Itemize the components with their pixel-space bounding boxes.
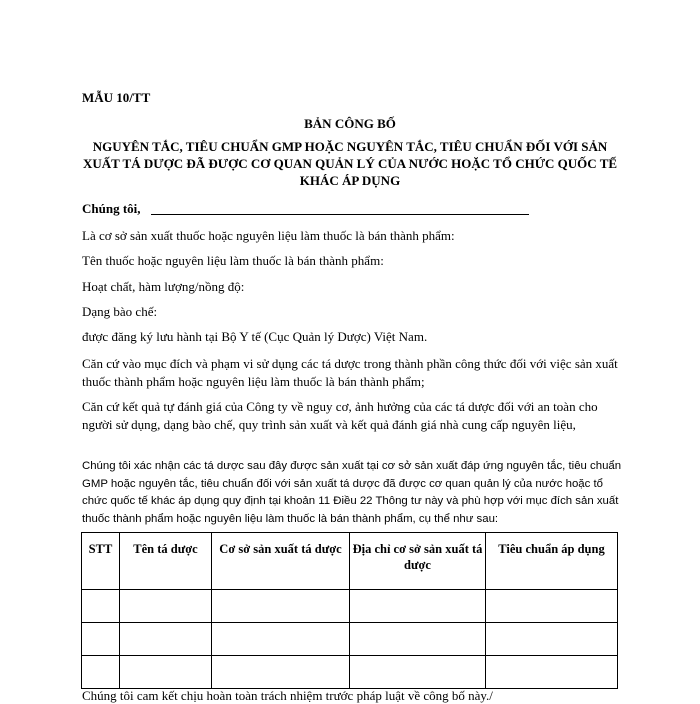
table-cell <box>120 656 212 689</box>
document-subtitle: NGUYÊN TẮC, TIÊU CHUẨN GMP HOẶC NGUYÊN TẮC, TIÊU CHUẨN ĐỐI VỚI SẢN XUẤT TÁ DƯỢC ĐÃ ĐƯỢC CƠ QUAN QUẢN LÝ CỦA NƯỚC HOẶC TỔ CHỨC QUỐC TẾ KHÁC ÁP DỤNG <box>82 139 618 188</box>
table-cell <box>82 656 120 689</box>
table-cell <box>212 623 350 656</box>
table-row <box>82 623 618 656</box>
table-cell <box>212 590 350 623</box>
column-header-stt: STT <box>82 533 120 590</box>
table-row <box>82 590 618 623</box>
table-cell <box>212 656 350 689</box>
column-header-manufacturer-address: Địa chỉ cơ sở sản xuất tá dược <box>350 533 486 590</box>
table-cell <box>82 590 120 623</box>
basis-assessment-paragraph: Căn cứ kết quả tự đánh giá của Công ty về nguy cơ, ảnh hưởng của các tá dược đối với an toàn cho người sử dụng, dạng bào chế, quy trình sản xuất và kết quả đánh giá nhà cung cấp nguyên liệu, <box>82 399 598 432</box>
form-code: MẪU 10/TT <box>82 90 151 105</box>
table-cell <box>486 656 618 689</box>
table-cell <box>350 623 486 656</box>
registered-line: được đăng ký lưu hành tại Bộ Y tế (Cục Quản lý Dược) Việt Nam. <box>82 329 428 344</box>
active-ingredient-line: Hoạt chất, hàm lượng/nồng độ: <box>82 279 245 294</box>
table-cell <box>486 623 618 656</box>
drug-name-line: Tên thuốc hoặc nguyên liệu làm thuốc là bán thành phẩm: <box>82 253 384 268</box>
table-cell <box>120 623 212 656</box>
confirmation-paragraph: Chúng tôi xác nhận các tá dược sau đây được sản xuất tại cơ sở sản xuất đáp ứng nguyên tắc, tiêu chuẩn GMP hoặc nguyên tắc, tiêu chuẩn đối với sản xuất tá dược đã được cơ quan quản lý của nước hoặc tổ chức quốc tế khác áp dụng quy định tại khoản 11 Điều 22 Thông tư này và phù hợp với mục đích sản xuất thuốc thành phẩm hoặc nguyên liệu làm thuốc là bán thành phẩm, cụ thể như sau: <box>82 460 622 525</box>
dosage-form-line: Dạng bào chế: <box>82 304 158 319</box>
document-title: BẢN CÔNG BỐ <box>304 116 396 131</box>
excipient-table <box>81 532 618 689</box>
column-header-manufacturer: Cơ sở sản xuất tá dược <box>212 533 350 590</box>
facility-line: Là cơ sở sản xuất thuốc hoặc nguyên liệu làm thuốc là bán thành phẩm: <box>82 228 455 243</box>
table-row <box>82 656 618 689</box>
basis-purpose-paragraph: Căn cứ vào mục đích và phạm vi sử dụng các tá dược trong thành phần công thức đối với việc sản xuất thuốc thành phẩm hoặc nguyên liệu làm thuốc là bán thành phẩm; <box>82 356 618 389</box>
commitment-footer: Chúng tôi cam kết chịu hoàn toàn trách nhiệm trước pháp luật về công bố này./ <box>82 688 493 703</box>
table-cell <box>350 590 486 623</box>
table-cell <box>350 656 486 689</box>
company-name-blank-line <box>151 214 529 215</box>
table-header-row <box>82 533 618 590</box>
table-cell <box>120 590 212 623</box>
column-header-applied-standard: Tiêu chuẩn áp dụng <box>486 533 618 590</box>
we-label: Chúng tôi, <box>82 201 141 216</box>
table-cell <box>486 590 618 623</box>
column-header-excipient-name: Tên tá dược <box>120 533 212 590</box>
table-cell <box>82 623 120 656</box>
